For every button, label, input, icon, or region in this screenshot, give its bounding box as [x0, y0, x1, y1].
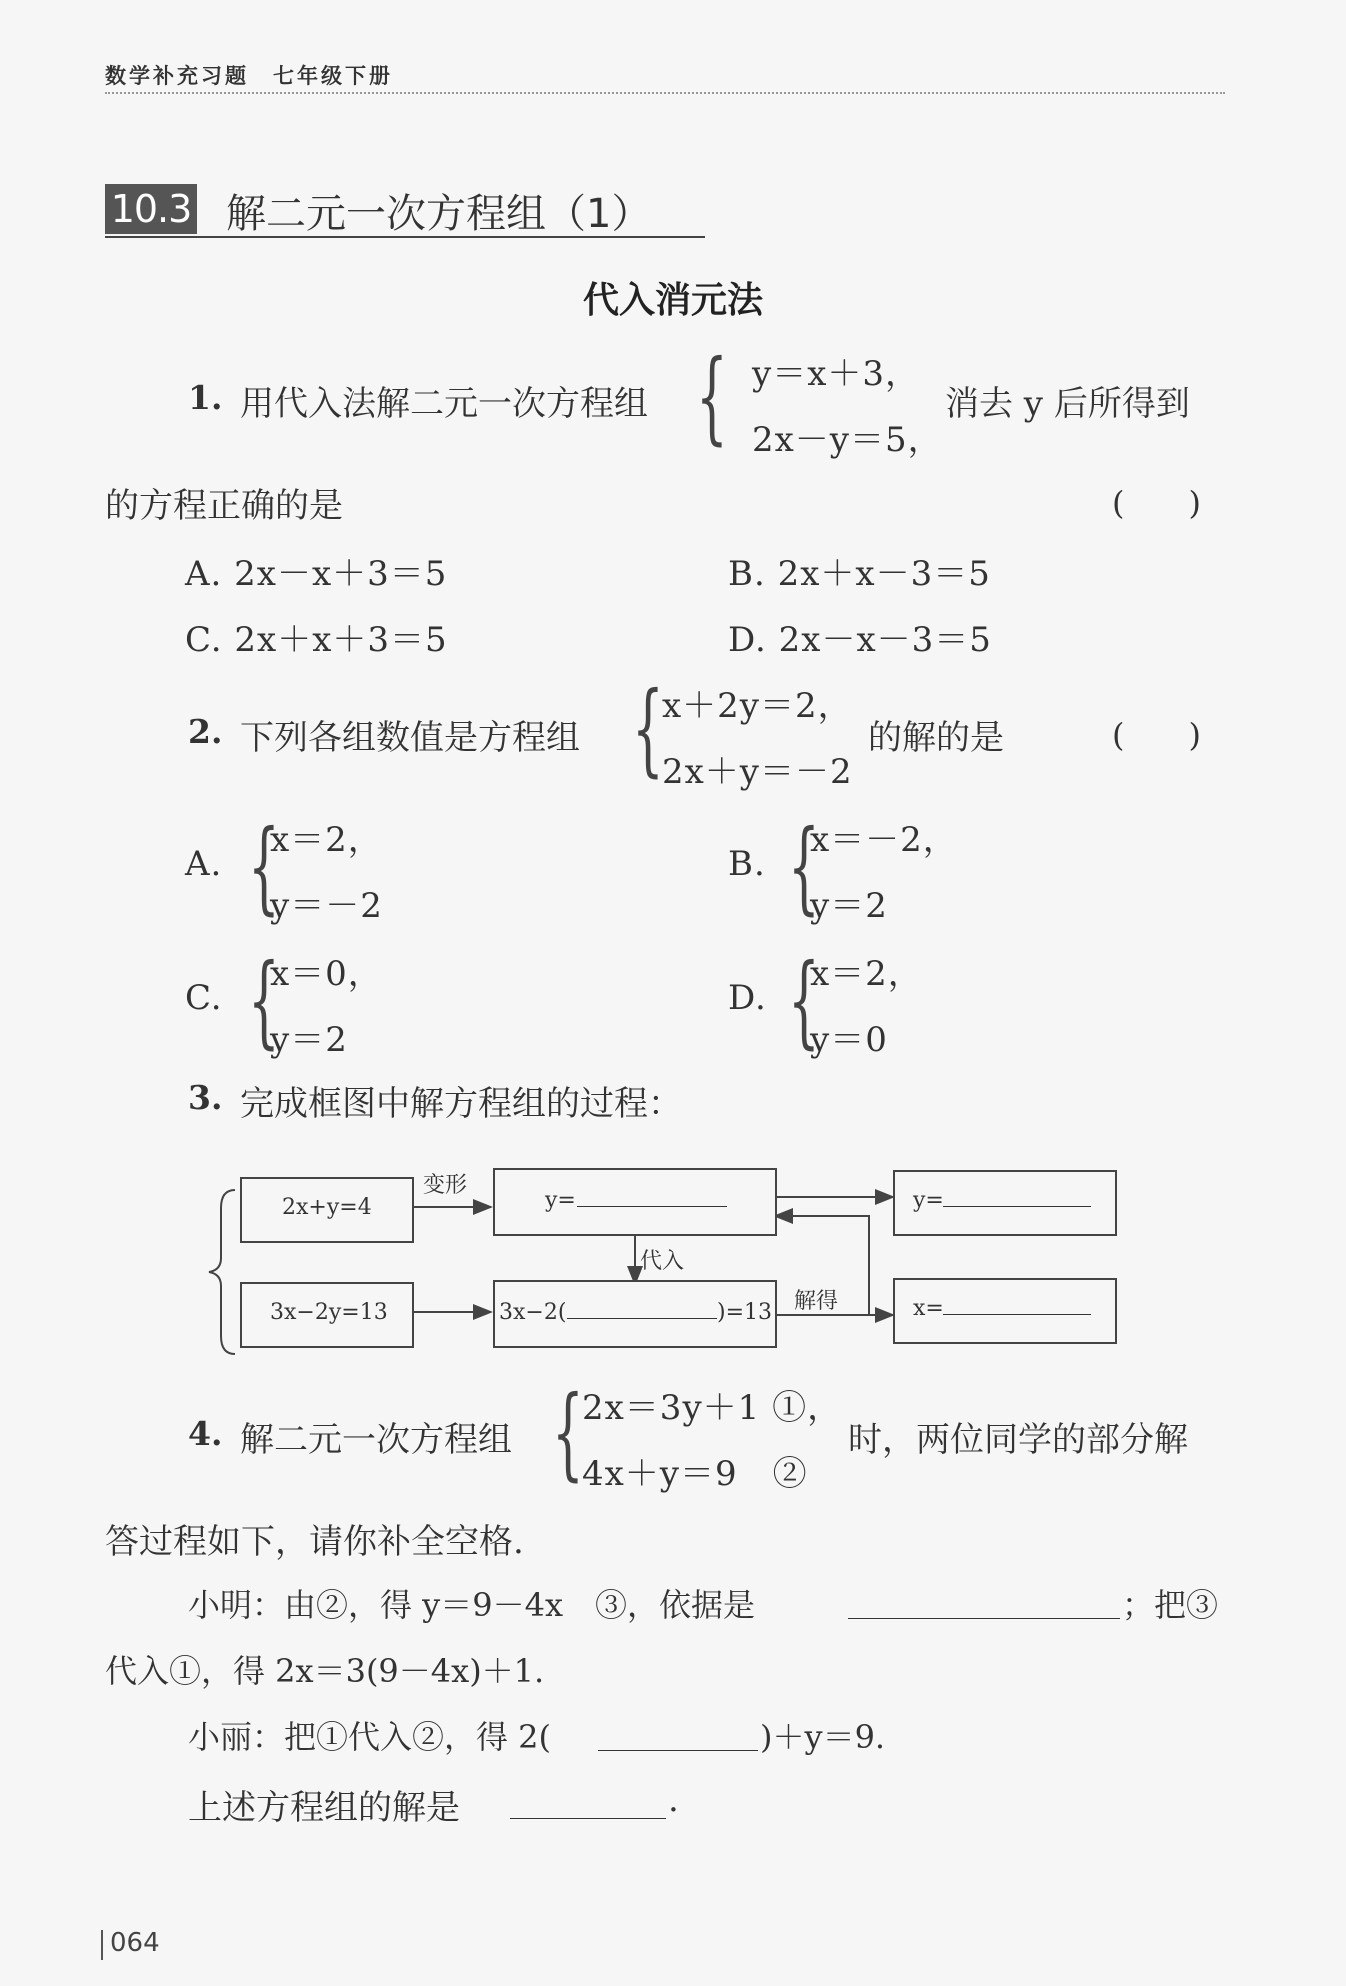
q1-option-b: B. 2x＋x－3＝5	[728, 554, 991, 594]
q4-eq1: 2x＝3y＋1 ①，	[582, 1388, 843, 1428]
q2-option-b-label: B.	[728, 844, 766, 884]
q4-brace: {	[552, 1374, 584, 1491]
q2-option-d-label: D.	[728, 978, 767, 1018]
flow-box-equation-2-text: 3x−2y=13	[270, 1300, 388, 1325]
q2-eq2: 2x＋y＝－2	[662, 752, 853, 792]
q2-option-b-x: x＝－2，	[810, 820, 958, 860]
q4-text2: 时，两位同学的部分解	[848, 1420, 1188, 1460]
flowchart-brace	[209, 1190, 235, 1354]
q1-text3: 的方程正确的是	[105, 486, 343, 526]
blank-basis[interactable]	[848, 1588, 1120, 1619]
arrow-label-substitute: 代入	[640, 1249, 685, 1274]
flow-box-substitution-left: 3x−2(	[499, 1300, 567, 1325]
section-rule	[105, 236, 705, 238]
q1-text: 用代入法解二元一次方程组	[240, 384, 648, 424]
q2-number: 2.	[188, 712, 223, 751]
subtitle: 代入消元法	[582, 280, 763, 321]
q4-eq2: 4x＋y＝9 ②	[582, 1454, 808, 1494]
arrow-label-transform: 变形	[423, 1173, 468, 1198]
q4-number: 4.	[188, 1414, 223, 1453]
q2-option-a-y: y＝－2	[270, 886, 383, 926]
q1-number: 1.	[188, 378, 223, 417]
xiaoming-line-1: 小明：由②，得 y＝9－4x ③，依据是	[188, 1586, 756, 1624]
q1-option-a: A. 2x－x＋3＝5	[185, 554, 448, 594]
blank-substitute-expression[interactable]	[598, 1720, 758, 1751]
blank-solution[interactable]	[510, 1788, 666, 1819]
q2-option-c-y: y＝2	[270, 1020, 348, 1060]
xiaoming-line-2: 代入①，得 2x＝3(9－4x)＋1.	[105, 1652, 545, 1690]
section-title: 解二元一次方程组（1）	[226, 191, 652, 237]
q1-brace: {	[696, 338, 728, 455]
q1-option-d: D. 2x－x－3＝5	[728, 620, 992, 660]
q2-brace: {	[632, 670, 664, 787]
q2-option-b-y: y＝2	[810, 886, 888, 926]
q2-option-d-x: x＝2，	[810, 954, 923, 994]
q2-option-a-label: A.	[185, 844, 223, 884]
flow-box-substitution-right: )=13	[717, 1300, 773, 1325]
q2-option-a-brace: {	[248, 808, 280, 925]
xiaoli-line-end: )＋y＝9.	[760, 1718, 886, 1756]
xiaoli-line: 小丽：把①代入②，得 2(	[188, 1718, 552, 1756]
blank-substitution[interactable]	[567, 1292, 717, 1319]
q2-text: 下列各组数值是方程组	[240, 718, 580, 758]
q2-option-d-y: y＝0	[810, 1020, 888, 1060]
q4-text: 解二元一次方程组	[240, 1420, 512, 1460]
flow-box-equation-2	[240, 1282, 414, 1348]
xiaoming-line-1-end: ；把③	[1122, 1586, 1219, 1624]
q1-eq1: y＝x＋3，	[752, 354, 921, 394]
solution-label: 上述方程组的解是	[188, 1788, 460, 1828]
flow-box-substitution	[493, 1280, 777, 1348]
q2-eq1: x＋2y＝2，	[662, 686, 853, 726]
q3-text: 完成框图中解方程组的过程：	[240, 1084, 682, 1124]
arrow-label-solve: 解得	[794, 1289, 839, 1314]
q1-eq2: 2x－y＝5，	[752, 420, 943, 460]
blank-result-x[interactable]	[943, 1288, 1091, 1315]
q1-option-c: C. 2x＋x＋3＝5	[185, 620, 448, 660]
section-number: 10.3	[105, 184, 197, 234]
flow-box-transform-result	[493, 1168, 777, 1236]
q4-text3: 答过程如下，请你补全空格.	[105, 1522, 524, 1562]
q1-text2: 消去 y 后所得到	[945, 384, 1190, 424]
flow-box-equation-1	[240, 1177, 414, 1243]
flow-box-transform-label: y=	[545, 1188, 576, 1213]
q2-option-a-x: x＝2，	[270, 820, 383, 860]
q1-answer-paren: ( )	[1112, 484, 1201, 522]
q2-option-b-brace: {	[788, 808, 820, 925]
q2-option-c-brace: {	[248, 942, 280, 1059]
flow-box-result-x-label: x=	[913, 1296, 944, 1321]
page-number-rule	[101, 1930, 103, 1960]
q2-text2: 的解的是	[868, 718, 1004, 758]
book-header: 数学补充习题 七年级下册	[105, 64, 393, 88]
page-number: 064	[110, 1928, 160, 1958]
q2-option-d-brace: {	[788, 942, 820, 1059]
flow-box-result-y	[893, 1170, 1117, 1236]
flow-box-result-x	[893, 1278, 1117, 1344]
flow-box-result-y-label: y=	[913, 1188, 944, 1213]
blank-result-y[interactable]	[943, 1180, 1091, 1207]
q2-option-c-x: x＝0，	[270, 954, 383, 994]
q2-option-c-label: C.	[185, 978, 223, 1018]
solution-period: .	[668, 1780, 679, 1820]
header-rule	[105, 92, 1225, 94]
blank-transform-y[interactable]	[577, 1180, 727, 1207]
q3-number: 3.	[188, 1078, 223, 1117]
flow-box-equation-1-text: 2x+y=4	[282, 1195, 372, 1220]
q2-answer-paren: ( )	[1112, 716, 1201, 754]
